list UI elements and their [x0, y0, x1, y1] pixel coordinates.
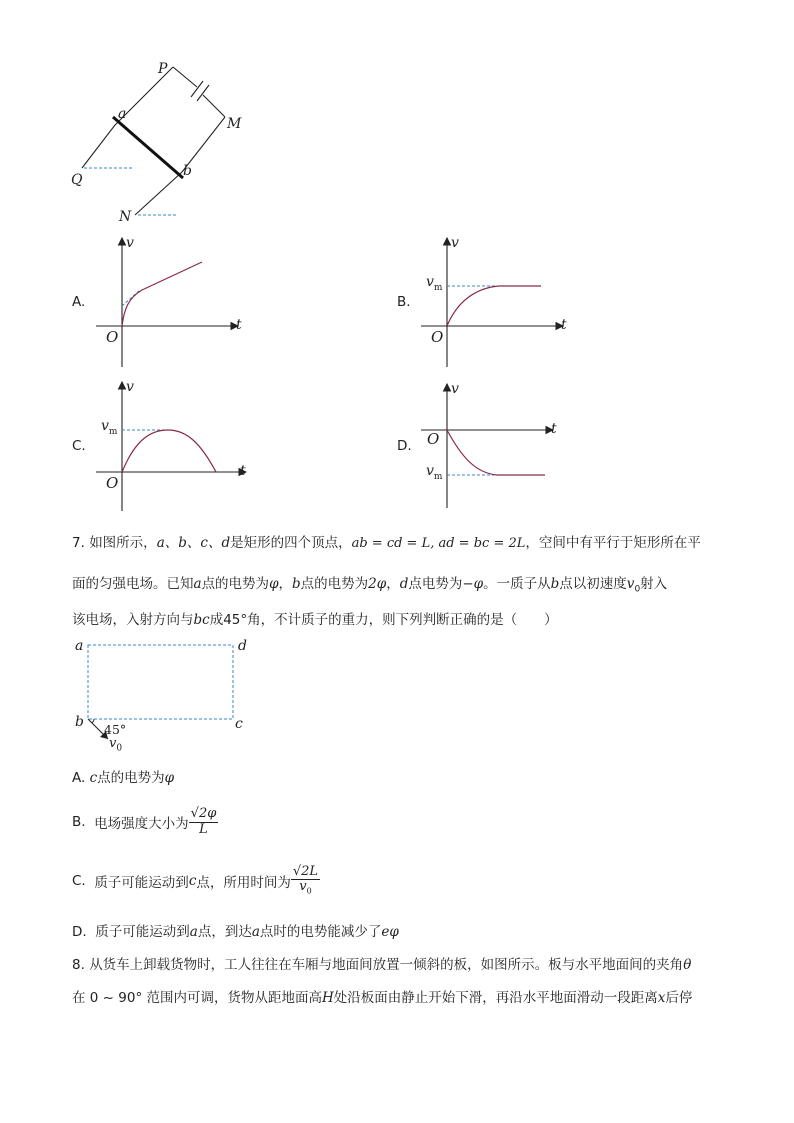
axis-t: t	[561, 317, 567, 333]
label-b: b	[183, 163, 192, 179]
angle-label: 45°	[104, 722, 127, 737]
label-Q: Q	[71, 172, 83, 188]
option-letter: D.	[397, 438, 412, 454]
fraction-c: $\frac{√2L}{v_0}$	[292, 864, 319, 897]
option-graph-d[interactable]	[395, 378, 595, 518]
option-graph-b[interactable]	[395, 232, 595, 372]
axis-t: t	[551, 421, 557, 437]
axis-v: v	[126, 379, 134, 395]
q8-line-1: 8. 从货车上卸载货物时，工人往往在车厢与地面间放置一倾斜的板，如图所示。板与水平地面间的夹角θ	[72, 957, 692, 973]
rect-label-d: d	[238, 638, 247, 654]
label-P: P	[158, 61, 168, 77]
rect-label-b: b	[75, 714, 84, 730]
option-letter: B.	[397, 294, 411, 310]
curve-a	[122, 262, 202, 326]
q7-option-a[interactable]: A. c点的电势为φ	[72, 770, 175, 786]
origin: O	[106, 474, 119, 492]
fraction-b: $\frac{√2\varphi}{L}$	[190, 806, 217, 837]
axis-t: t	[236, 317, 242, 333]
option-graph-a[interactable]	[70, 232, 270, 372]
axis-v: v	[451, 381, 459, 397]
q7-option-b[interactable]: B. 电场强度大小为 $\frac{√2\varphi}{L}$	[72, 806, 217, 837]
curve-c	[122, 430, 216, 472]
origin: O	[427, 430, 440, 448]
circuit-figure	[60, 55, 260, 230]
origin: O	[106, 328, 119, 346]
q7-line-2: 面的匀强电场。已知a点的电势为φ，b点的电势为2φ，d点电势为−φ。一质子从b点以初速度$v_0$射入	[72, 576, 668, 595]
vm-label: $v_m$	[426, 274, 443, 293]
q7-line-3: 该电场，入射方向与bc成45°角，不计质子的重力，则下列判断正确的是（ ）	[72, 612, 558, 628]
axis-v: v	[126, 235, 134, 251]
vm-label: $v_m$	[426, 463, 443, 482]
label-N: N	[119, 209, 132, 225]
rect-label-c: c	[235, 716, 243, 732]
axis-t: t	[240, 463, 246, 479]
q7-option-d[interactable]: D. 质子可能运动到a点，到达a点时的电势能减少了eφ	[72, 924, 399, 940]
rect-label-a: a	[75, 638, 84, 654]
vt-graph-a	[70, 232, 270, 372]
q8-line-2: 在 0 ~ 90° 范围内可调，货物从距地面高H处沿板面由静止开始下滑，再沿水平地面滑动一段距离x后停	[72, 990, 693, 1006]
label-M: M	[227, 116, 242, 132]
label-a: a	[118, 106, 127, 122]
vm-label: $v_m$	[101, 418, 118, 437]
vt-graph-b	[395, 232, 595, 372]
q7-option-c[interactable]: C. 质子可能运动到 c 点，所用时间为 $\frac{√2L}{v_0}$	[72, 864, 319, 897]
option-letter: C.	[72, 438, 86, 454]
curve-b	[447, 286, 541, 326]
option-letter: A.	[72, 294, 86, 310]
vt-graph-d	[395, 378, 595, 518]
v0-label: $v_0$	[109, 736, 123, 754]
origin: O	[431, 328, 444, 346]
vt-graph-c	[70, 378, 270, 518]
q7-line-1: 7. 如图所示，a、b、c、d是矩形的四个顶点，ab = cd = L, ad = bc = 2L，空间中有平行于矩形所在平	[72, 535, 701, 551]
curve-d	[447, 430, 545, 475]
axis-v: v	[451, 235, 459, 251]
option-graph-c[interactable]	[70, 378, 270, 518]
